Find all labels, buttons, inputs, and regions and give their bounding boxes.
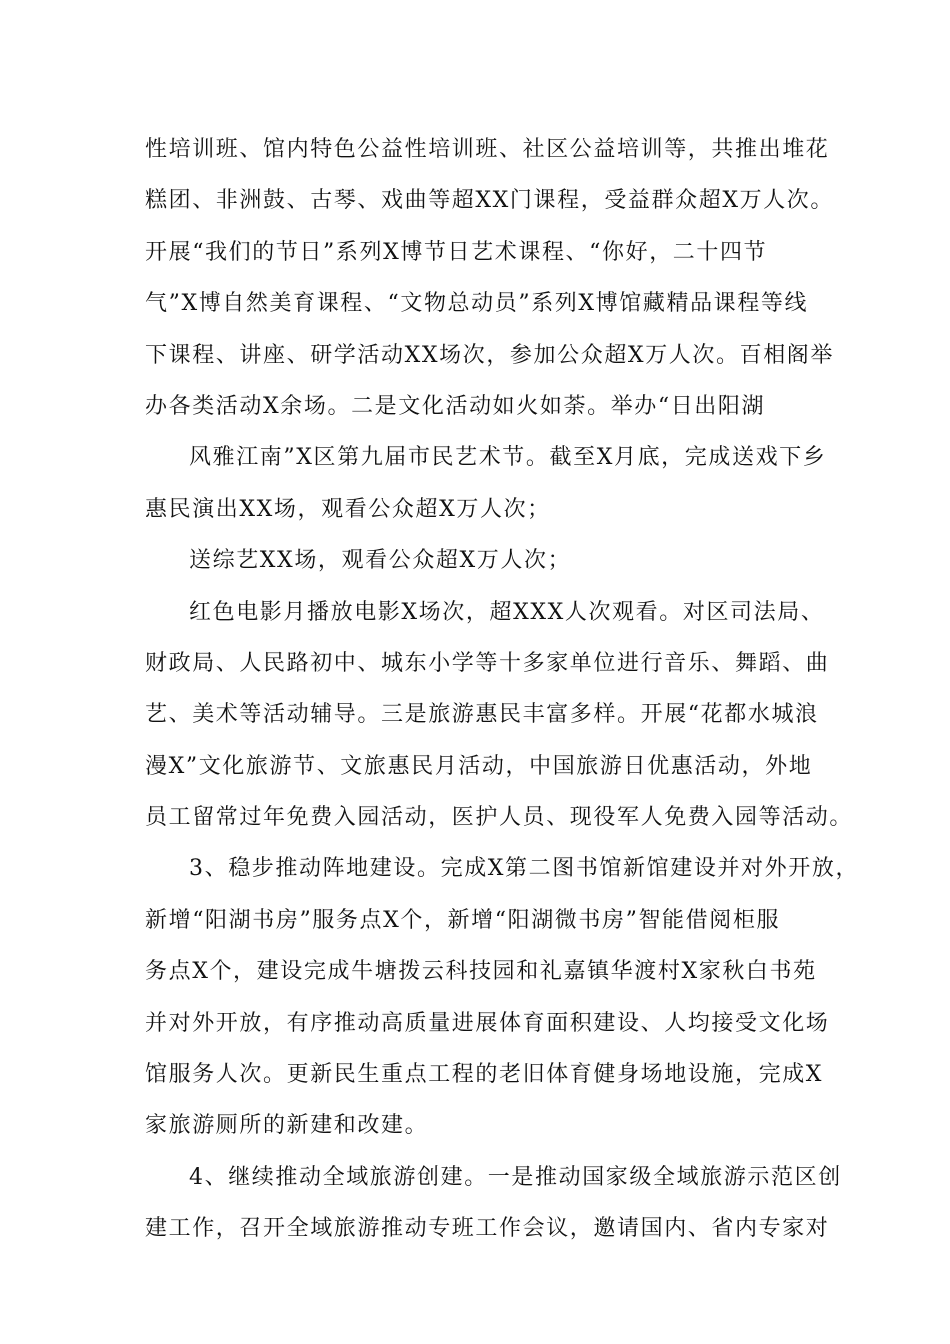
text-line: 馆服务人次。更新民生重点工程的老旧体育健身场地设施，完成X bbox=[145, 1062, 824, 1088]
text-line: 开展“我们的节日”系列X博节日艺术课程、“你好，二十四节 bbox=[145, 239, 768, 265]
text-line: 家旅游厕所的新建和改建。 bbox=[145, 1113, 429, 1139]
text-line: 艺、美术等活动辅导。三是旅游惠民丰富多样。开展“花都水城浪 bbox=[145, 702, 819, 728]
text-line: 漫X”文化旅游节、文旅惠民月活动，中国旅游日优惠活动，外地 bbox=[145, 753, 813, 779]
text-line: 气”X博自然美育课程、“文物总动员”系列X博馆藏精品课程等线 bbox=[145, 291, 809, 317]
text-line: 红色电影月播放电影X场次，超XXX人次观看。对区司法局、 bbox=[189, 599, 825, 625]
text-line: 送综艺XX场，观看公众超X万人次； bbox=[189, 548, 572, 574]
text-line: 性培训班、馆内特色公益性培训班、社区公益培训等，共推出堆花 bbox=[145, 137, 830, 162]
text-line: 新增“阳湖书房”服务点X个，新增“阳湖微书房”智能借阅柜服 bbox=[145, 907, 781, 933]
text-line: 惠民演出XX场，观看公众超X万人次； bbox=[145, 496, 551, 522]
text-line: 财政局、人民路初中、城东小学等十多家单位进行音乐、舞蹈、曲 bbox=[145, 650, 830, 676]
text-line: 建工作，召开全域旅游推动专班工作会议，邀请国内、省内专家对 bbox=[145, 1216, 830, 1242]
text-line: 并对外开放，有序推动高质量进展体育面积建设、人均接受文化场 bbox=[145, 1010, 830, 1036]
text-line: 4、继续推动全域旅游创建。一是推动国家级全域旅游示范区创 bbox=[189, 1164, 842, 1190]
text-line: 风雅江南”X区第九届市民艺术节。截至X月底，完成送戏下乡 bbox=[189, 445, 827, 471]
text-line: 糕团、非洲鼓、古琴、戏曲等超XX门课程，受益群众超X万人次。 bbox=[145, 188, 834, 214]
document-body bbox=[145, 124, 860, 1255]
text-line: 3、稳步推动阵地建设。完成X第二图书馆新馆建设并对外开放， bbox=[189, 856, 860, 882]
text-line: 办各类活动X余场。二是文化活动如火如荼。举办“日出阳湖 bbox=[145, 393, 766, 419]
text-line: 下课程、讲座、研学活动XX场次，参加公众超X万人次。百相阁举 bbox=[145, 342, 834, 368]
text-line: 员工留常过年免费入园活动，医护人员、现役军人免费入园等活动。 bbox=[145, 805, 854, 831]
text-line: 务点X个，建设完成牛塘拨云科技园和礼嘉镇华渡村X家秋白书苑 bbox=[145, 959, 817, 985]
